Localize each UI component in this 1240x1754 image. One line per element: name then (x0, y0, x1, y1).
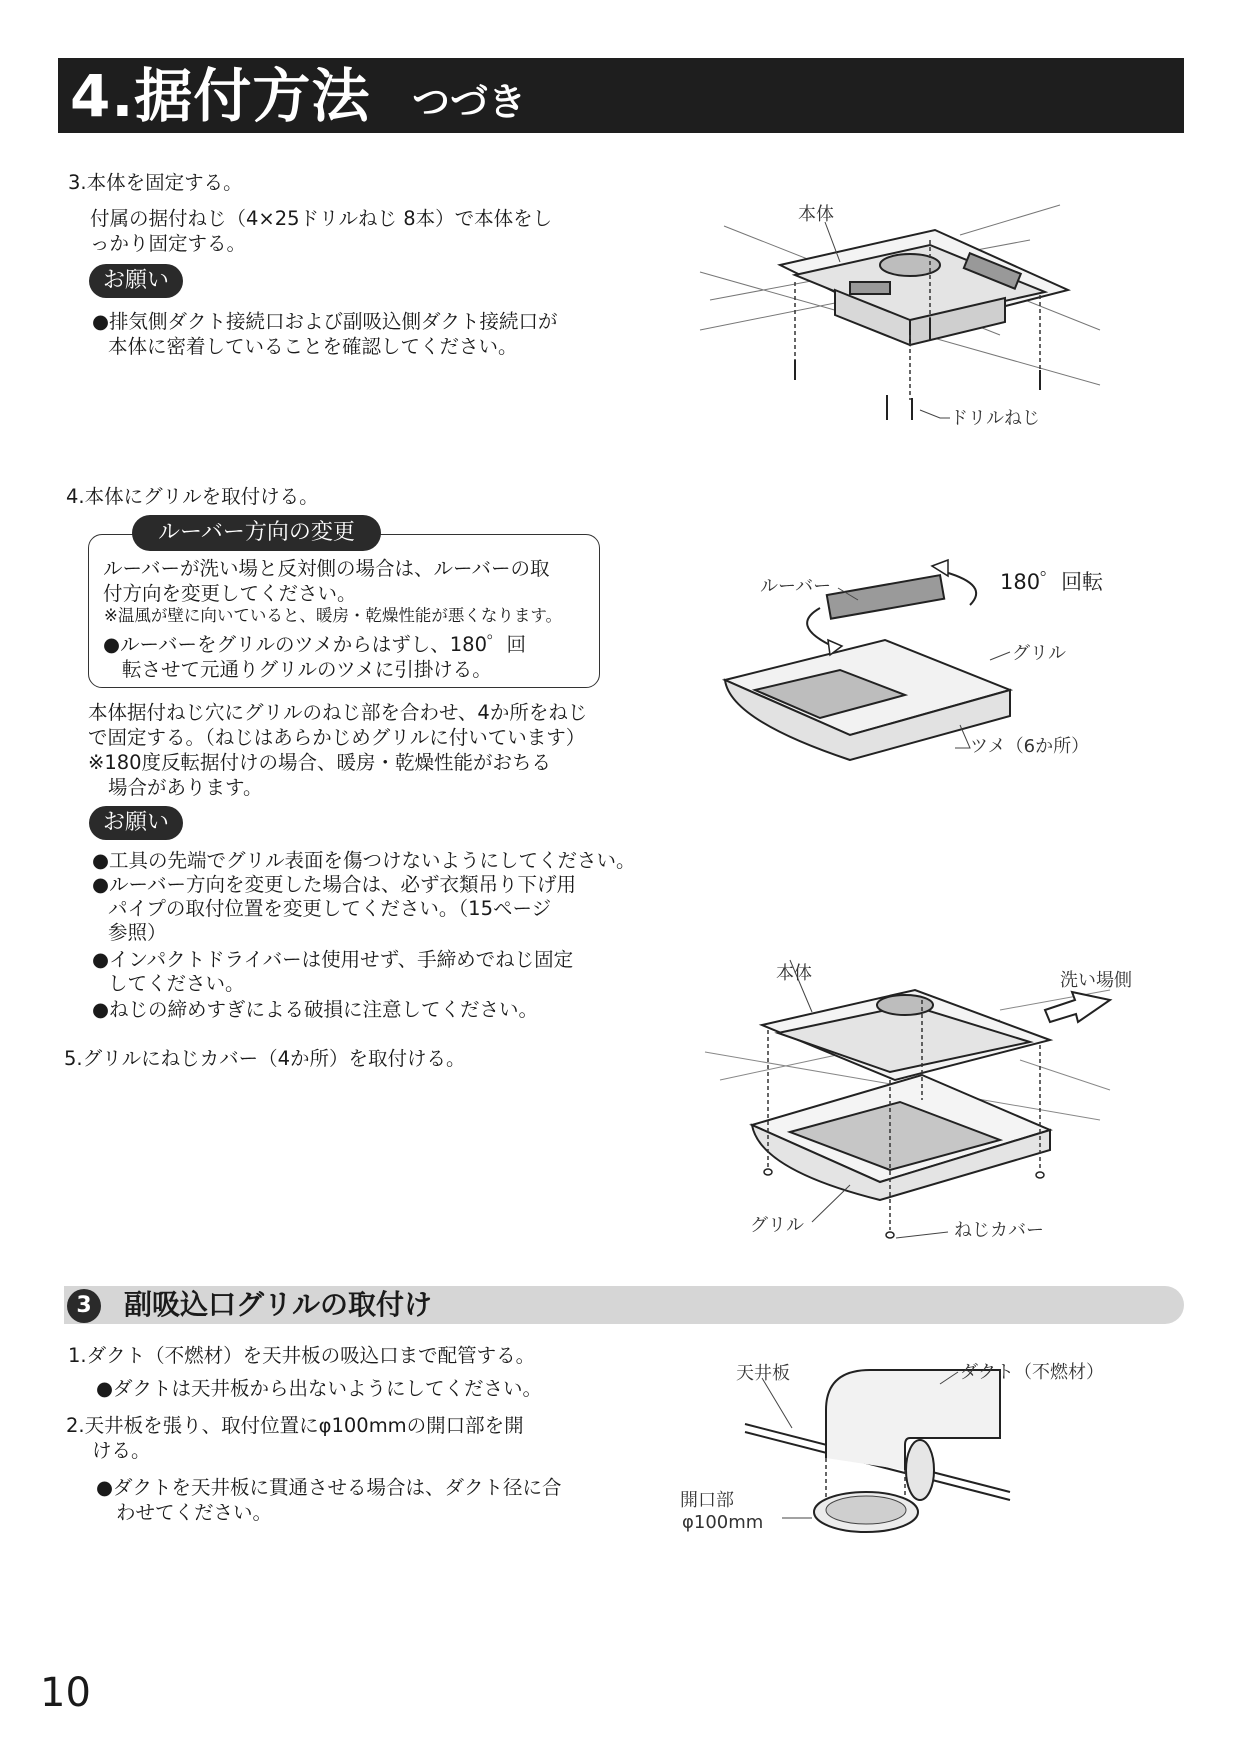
fig3-cover-label: ねじカバー (954, 1220, 1044, 1241)
section3-number: 3 (67, 1289, 101, 1323)
fig1-body-label: 本体 (798, 204, 834, 225)
fig2-claw-label: ツメ（6か所） (970, 736, 1090, 757)
step4-bullet-3a: ●インパクトドライバーは使用せず、手締めでねじ固定 (92, 948, 574, 971)
section3-item1-bullet: ●ダクトは天井板から出ないようにしてください。 (96, 1377, 543, 1400)
page-subtitle: つづき (412, 80, 527, 124)
step4-bullet-2b: パイプの取付位置を変更してください。（15ページ (108, 897, 552, 920)
fig2-grille-label: グリル (1012, 643, 1066, 664)
section3-item2-line1: 2.天井板を張り、取付位置にφ100mmの開口部を開 (66, 1414, 524, 1437)
louver-bullet-line2: 転させて元通りグリルのツメに引掛ける。 (122, 658, 492, 681)
step3-body-line1: 付属の据付ねじ（4×25ドリルねじ 8本）で本体をし (90, 207, 553, 230)
step3-body-line2: っかり固定する。 (90, 232, 247, 255)
step4-heading: 4.本体にグリルを取付ける。 (66, 485, 319, 508)
fig4-opening-size: φ100mm (682, 1512, 764, 1533)
section3-item2-bullet2: わせてください。 (116, 1501, 273, 1524)
request-badge: お願い (89, 264, 183, 298)
step4-body-line2: で固定する。（ねじはあらかじめグリルに付いています） (88, 726, 586, 749)
fig3-body-label: 本体 (776, 963, 812, 984)
request-badge-2: お願い (89, 806, 183, 840)
fig4-ceiling-label: 天井板 (736, 1363, 790, 1384)
louver-bullet-line1: ●ルーバーをグリルのツメからはずし、180゜回 (103, 633, 526, 656)
fig1-screw-label: ドリルねじ (950, 408, 1040, 429)
step3-bullet-line1: ●排気側ダクト接続口および副吸込側ダクト接続口が (92, 310, 558, 333)
step4-bullet-2c: 参照） (108, 921, 167, 944)
step4-body-line4: 場合があります。 (108, 776, 263, 799)
step4-bullet-1: ●工具の先端でグリル表面を傷つけないようにしてください。 (92, 849, 636, 872)
section3-title: 副吸込口グリルの取付け (124, 1288, 433, 1321)
section3-item2-line2: ける。 (92, 1439, 151, 1462)
step4-bullet-3b: してください。 (108, 972, 245, 995)
fig3-grille-label: グリル (750, 1215, 804, 1236)
fig2-rotate-label: 180゜回転 (1000, 570, 1104, 594)
step4-bullet-4: ●ねじの締めすぎによる破損に注意してください。 (92, 998, 539, 1021)
louver-change-title: ルーバー方向の変更 (132, 515, 381, 551)
fig2-louver-label: ルーバー (760, 576, 832, 597)
step3-heading: 3.本体を固定する。 (68, 171, 243, 194)
step5-heading: 5.グリルにねじカバー（4か所）を取付ける。 (64, 1047, 466, 1070)
fig4-duct-label: ダクト（不燃材） (960, 1362, 1104, 1383)
page-title: 4.据付方法 (70, 62, 371, 130)
step3-bullet-line2: 本体に密着していることを確認してください。 (108, 335, 518, 358)
louver-line1: ルーバーが洗い場と反対側の場合は、ルーバーの取 (103, 557, 550, 580)
louver-note: ※温風が壁に向いていると、暖房・乾燥性能が悪くなります。 (104, 606, 563, 625)
page-number: 10 (40, 1670, 91, 1716)
step4-bullet-2a: ●ルーバー方向を変更した場合は、必ず衣類吊り下げ用 (92, 873, 577, 896)
section3-item1: 1.ダクト（不燃材）を天井板の吸込口まで配管する。 (68, 1344, 536, 1367)
fig3-wash-label: 洗い場側 (1060, 970, 1132, 991)
louver-line2: 付方向を変更してください。 (103, 582, 357, 605)
step4-body-line1: 本体据付ねじ穴にグリルのねじ部を合わせ、4か所をねじ (88, 701, 588, 724)
fig4-opening-label: 開口部 (680, 1490, 734, 1511)
section3-item2-bullet1: ●ダクトを天井板に貫通させる場合は、ダクト径に合 (96, 1476, 562, 1499)
step4-body-line3: ※180度反転据付けの場合、暖房・乾燥性能がおちる (88, 751, 552, 774)
